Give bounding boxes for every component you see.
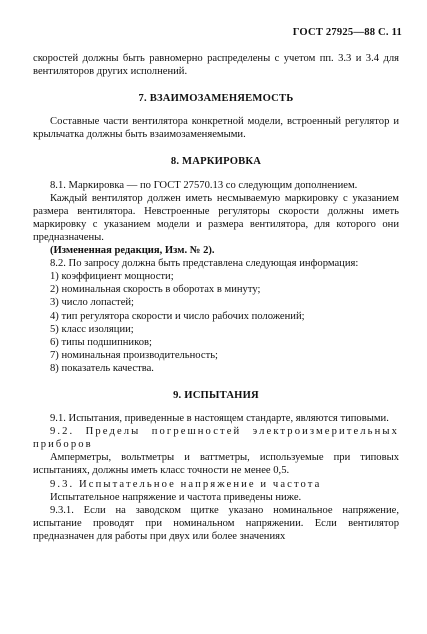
marking-paragraph: Каждый вентилятор должен иметь несмываемую маркировку с указанием размера вентилятора. Невстроенные регуляторы скорости должны иметь маркировку с указанием модели и размера вентилятора, для которого они предназначены. [33,192,399,243]
section-8-title: 8. МАРКИРОВКА [170,156,262,168]
list-item: 2) номинальная скорость в оборотах в минуту; [50,284,261,296]
section-9-title: 9. ИСПЫТАНИЯ [173,389,259,401]
meters-paragraph: Амперметры, вольтметры и ваттметры, используемые при типовых испытаниях, должны иметь класс точности не менее 0,5. [33,452,399,477]
list-item: 6) типы подшипников; [50,336,152,348]
section-7-title: 7. ВЗАИМОЗАМЕНЯЕМОСТЬ [138,93,294,105]
list-item: 1) коэффициент мощности; [50,271,174,283]
list-item: 8) показатель качества. [50,362,154,374]
clause-9-3-1: 9.3.1. Если на заводском щитке указано номинальное напряжение, испытание проводят при номинальном напряжении. Если вентилятор предназначен для работы при двух или более значениях [33,504,399,542]
intro-paragraph: скоростей должны быть равномерно распределены с учетом пп. 3.3 и 3.4 для вентиляторов других исполнений. [33,53,399,78]
list-item: 7) номинальная производительность; [50,349,218,361]
clause-9-1: 9.1. Испытания, приведенные в настоящем стандарте, являются типовыми. [50,413,389,425]
clause-8-2: 8.2. По запросу должна быть представлена следующая информация: [50,258,359,270]
clause-9-2: 9.2. Пределы погрешностей электроизмерительных приборов [33,426,399,451]
list-item: 5) класс изоляции; [50,323,134,335]
page-header: ГОСТ 27925—88 С. 11 [292,27,402,38]
list-item: 4) тип регулятора скорости и число рабочих положений; [50,310,305,322]
revision-note: (Измененная редакция, Изм. № 2). [50,245,215,257]
clause-9-3: 9.3. Испытательное напряжение и частота [50,478,322,490]
document-body [33,52,399,543]
list-item: 3) число лопастей; [50,297,135,309]
info-list [33,270,399,375]
clause-8-1: 8.1. Маркировка — по ГОСТ 27570.13 со следующим дополнением. [50,179,358,191]
section-7-paragraph: Составные части вентилятора конкретной модели, встроенный регулятор и крыльчатка должны быть взаимозаменяемыми. [33,116,399,141]
voltage-paragraph: Испытательное напряжение и частота приведены ниже. [50,491,302,503]
